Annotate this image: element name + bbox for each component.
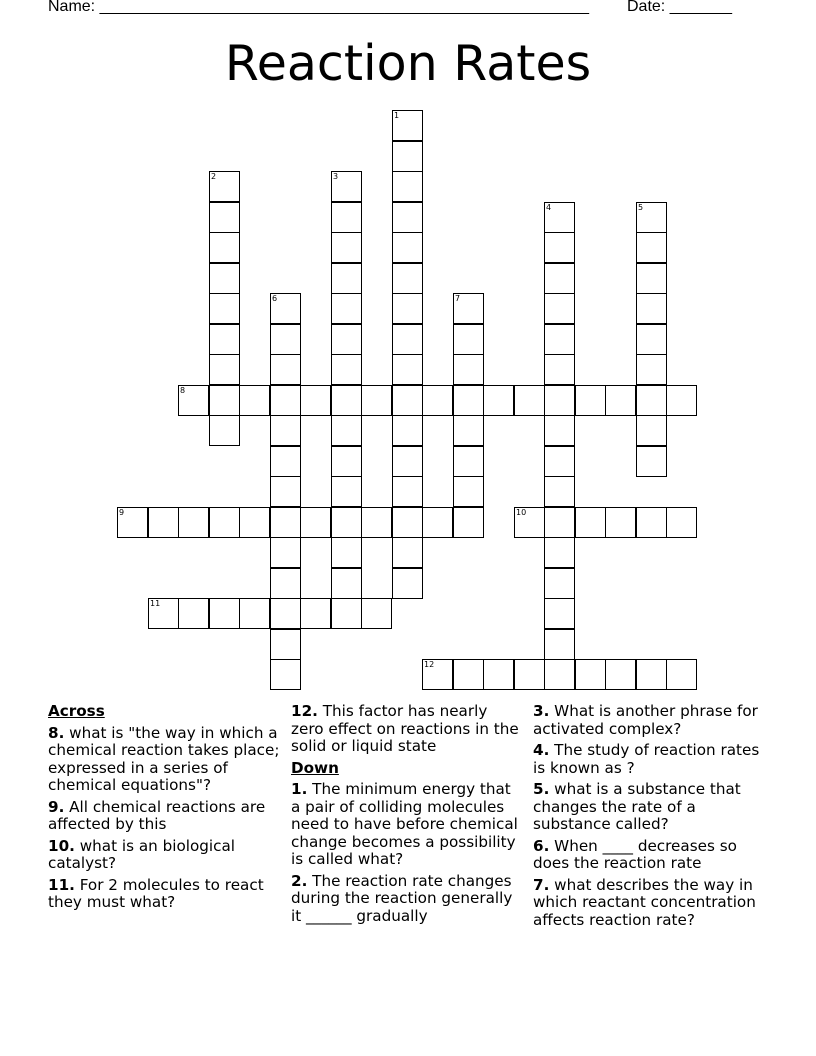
grid-cell[interactable] [331,202,362,233]
grid-cell[interactable] [636,202,667,233]
grid-cell[interactable] [636,232,667,263]
grid-cell[interactable] [636,354,667,385]
cell-number: 5 [638,203,644,212]
down-heading: Down [291,758,339,777]
clue-across-12: 12. This factor has nearly zero effect on reactions in the solid or liquid state [291,702,519,755]
grid-cell[interactable] [392,232,423,263]
grid-cell[interactable] [270,446,301,477]
grid-cell[interactable] [544,598,575,629]
grid-cell[interactable] [544,415,575,446]
grid-cell[interactable] [636,446,667,477]
grid-cell[interactable] [544,629,575,660]
clue-across-10: 10. what is an biological catalyst? [48,836,235,872]
grid-cell[interactable] [666,507,697,538]
grid-cell[interactable] [575,659,606,690]
grid-cell[interactable] [270,293,301,324]
grid-cell[interactable] [544,476,575,507]
grid-cell[interactable] [209,598,240,629]
grid-cell[interactable] [392,171,423,202]
grid-cell[interactable] [392,476,423,507]
grid-cell[interactable] [361,598,392,629]
grid-cell[interactable] [544,568,575,599]
grid-cell[interactable] [636,415,667,446]
grid-cell[interactable] [453,324,484,355]
clue-down-6: 6. When ____ decreases so does the reaction rate [533,836,737,872]
cell-number: 12 [424,660,435,669]
grid-cell[interactable] [209,171,240,202]
grid-cell[interactable] [544,263,575,294]
grid-cell[interactable] [270,659,301,690]
grid-cell[interactable] [392,385,423,416]
grid-cell[interactable] [605,385,636,416]
name-field: Name: _______________________________________________________ [48,0,589,15]
grid-cell[interactable] [148,598,179,629]
grid-cell[interactable] [331,568,362,599]
grid-cell[interactable] [239,385,270,416]
grid-cell[interactable] [270,385,301,416]
cell-number: 1 [394,111,400,120]
grid-cell[interactable] [270,537,301,568]
grid-cell[interactable] [453,507,484,538]
grid-cell[interactable] [392,568,423,599]
grid-cell[interactable] [178,385,209,416]
clue-down-2: 2. The reaction rate changes during the reaction generally it ______ gradually [291,871,513,925]
grid-cell[interactable] [514,385,545,416]
grid-cell[interactable] [636,659,667,690]
grid-cell[interactable] [544,293,575,324]
grid-cell[interactable] [300,385,331,416]
grid-cell[interactable] [483,385,514,416]
grid-cell[interactable] [636,263,667,294]
grid-cell[interactable] [575,385,606,416]
grid-cell[interactable] [300,598,331,629]
grid-cell[interactable] [270,415,301,446]
grid-cell[interactable] [331,354,362,385]
grid-cell[interactable] [392,293,423,324]
grid-cell[interactable] [636,324,667,355]
grid-cell[interactable] [331,507,362,538]
grid-cell[interactable] [666,659,697,690]
grid-cell[interactable] [605,507,636,538]
grid-cell[interactable] [575,507,606,538]
grid-cell[interactable] [331,537,362,568]
clue-down-1: 1. The minimum energy that a pair of colliding molecules need to have before chemical change becomes a possibility is called what? [291,780,518,868]
grid-cell[interactable] [361,385,392,416]
clues-column-1 [48,703,280,916]
grid-cell[interactable] [331,171,362,202]
grid-cell[interactable] [544,232,575,263]
grid-cell[interactable] [331,263,362,294]
cell-number: 3 [333,172,339,181]
cell-number: 7 [455,294,461,303]
grid-cell[interactable] [636,507,667,538]
clue-down-3: 3. What is another phrase for activated complex? [533,702,758,738]
grid-cell[interactable] [331,415,362,446]
grid-cell[interactable] [270,476,301,507]
grid-cell[interactable] [453,659,484,690]
grid-cell[interactable] [270,354,301,385]
grid-cell[interactable] [544,446,575,477]
grid-cell[interactable] [209,202,240,233]
grid-cell[interactable] [422,507,453,538]
grid-cell[interactable] [331,476,362,507]
grid-cell[interactable] [544,507,575,538]
grid-cell[interactable] [209,263,240,294]
clues-column-2 [291,703,523,929]
grid-cell[interactable] [331,598,362,629]
grid-cell[interactable] [270,629,301,660]
grid-cell[interactable] [331,293,362,324]
cell-number: 11 [150,599,161,608]
grid-cell[interactable] [392,446,423,477]
grid-cell[interactable] [331,324,362,355]
grid-cell[interactable] [392,537,423,568]
grid-cell[interactable] [544,354,575,385]
grid-cell[interactable] [117,507,148,538]
grid-cell[interactable] [270,324,301,355]
grid-cell[interactable] [514,507,545,538]
cell-number: 4 [546,203,552,212]
grid-cell[interactable] [392,263,423,294]
grid-cell[interactable] [270,598,301,629]
cell-number: 10 [516,508,527,517]
grid-cell[interactable] [239,507,270,538]
grid-cell[interactable] [453,354,484,385]
grid-cell[interactable] [178,507,209,538]
grid-cell[interactable] [453,415,484,446]
clue-down-4: 4. The study of reaction rates is known as ? [533,741,760,777]
grid-cell[interactable] [270,507,301,538]
grid-cell[interactable] [361,507,392,538]
clue-across-9: 9. All chemical reactions are affected by this [48,797,266,833]
clues-column-3 [533,703,765,933]
clue-down-5: 5. what is a substance that changes the rate of a substance called? [533,780,741,833]
cell-number: 8 [180,386,186,395]
across-heading: Across [48,702,105,720]
cell-number: 9 [119,508,125,517]
grid-cell[interactable] [270,568,301,599]
grid-cell[interactable] [209,232,240,263]
grid-cell[interactable] [453,476,484,507]
grid-cell[interactable] [514,659,545,690]
grid-cell[interactable] [148,507,179,538]
grid-cell[interactable] [331,232,362,263]
grid-cell[interactable] [209,354,240,385]
grid-cell[interactable] [239,598,270,629]
grid-cell[interactable] [666,385,697,416]
grid-cell[interactable] [392,110,423,141]
clue-across-8: 8. what is "the way in which a chemical reaction takes place; expressed in a series of chemical equations"? [48,723,280,794]
grid-cell[interactable] [544,385,575,416]
date-field: Date: _______ [627,0,732,15]
grid-cell[interactable] [209,293,240,324]
grid-cell[interactable] [392,141,423,172]
clue-down-7: 7. what describes the way in which reactant concentration affects reaction rate? [533,875,756,929]
grid-cell[interactable] [392,507,423,538]
grid-cell[interactable] [453,385,484,416]
grid-cell[interactable] [636,385,667,416]
page-title: Reaction Rates [224,35,592,92]
cell-number: 6 [272,294,278,303]
grid-cell[interactable] [544,537,575,568]
grid-cell[interactable] [422,659,453,690]
grid-cell[interactable] [636,293,667,324]
grid-cell[interactable] [392,354,423,385]
grid-cell[interactable] [605,659,636,690]
grid-cell[interactable] [300,507,331,538]
grid-cell[interactable] [178,598,209,629]
clue-across-11: 11. For 2 molecules to react they must what? [48,875,264,911]
grid-cell[interactable] [544,659,575,690]
grid-cell[interactable] [392,324,423,355]
grid-cell[interactable] [331,385,362,416]
grid-cell[interactable] [453,293,484,324]
grid-cell[interactable] [209,324,240,355]
grid-cell[interactable] [331,446,362,477]
grid-cell[interactable] [422,385,453,416]
cell-number: 2 [211,172,217,181]
grid-cell[interactable] [483,659,514,690]
grid-cell[interactable] [209,507,240,538]
grid-cell[interactable] [453,446,484,477]
grid-cell[interactable] [544,324,575,355]
grid-cell[interactable] [544,202,575,233]
grid-cell[interactable] [392,415,423,446]
grid-cell[interactable] [209,415,240,446]
grid-cell[interactable] [209,385,240,416]
grid-cell[interactable] [392,202,423,233]
